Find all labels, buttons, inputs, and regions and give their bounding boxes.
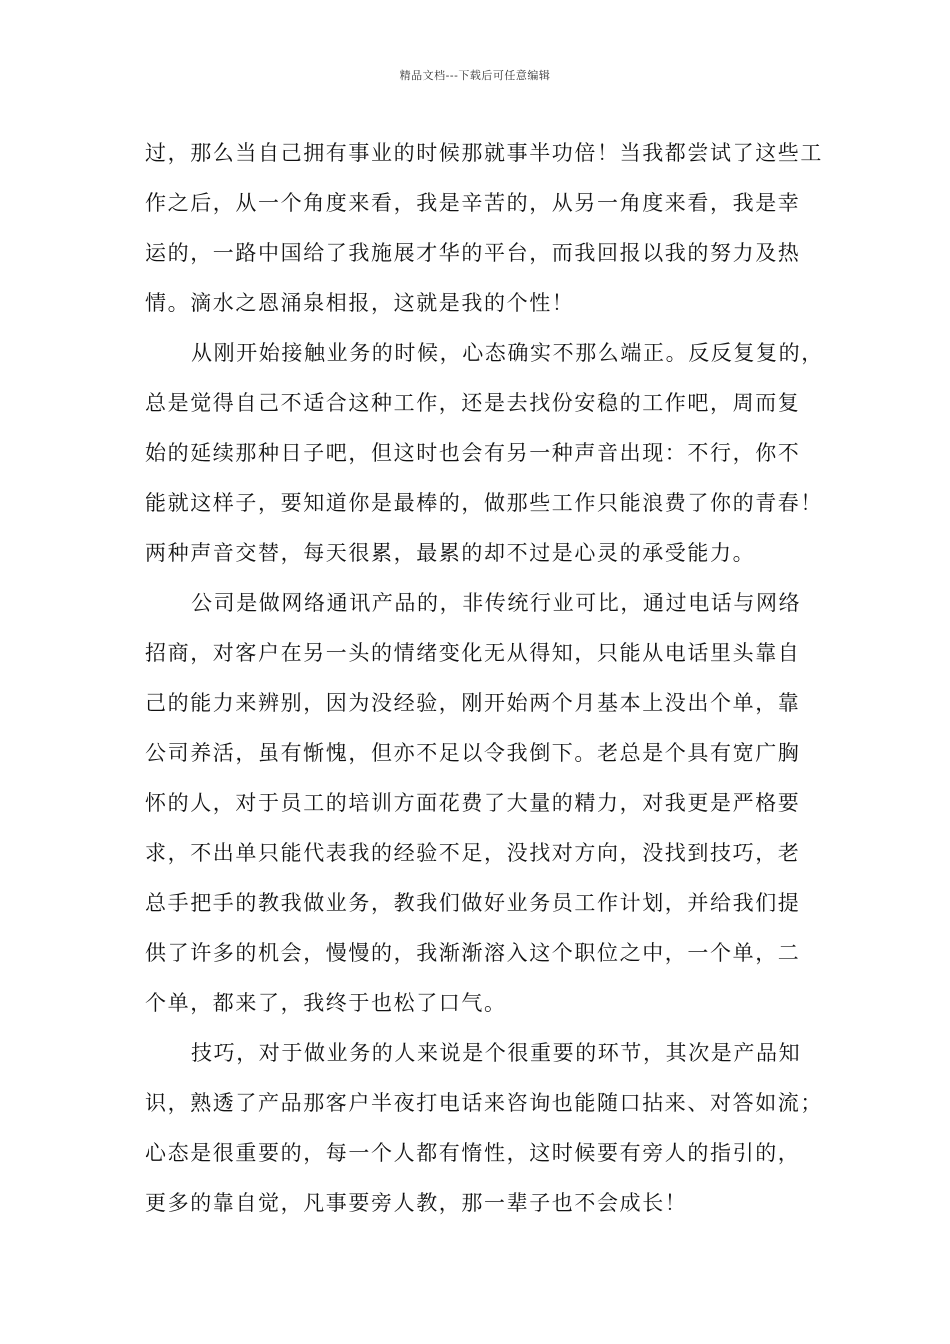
text-line: 更多的靠自觉，凡事要旁人教，那一辈子也不会成长！ [145,1191,688,1215]
page-header: 精品文档---下载后可任意编辑 [399,69,551,82]
text-line: 从刚开始接触业务的时候，心态确实不那么端正。反反复复的， [191,341,824,365]
paragraph [145,328,824,578]
text-line: 个单，都来了，我终于也松了口气。 [145,991,507,1015]
text-line: 招商，对客户在另一头的情绪变化无从得知，只能从电话里头靠自 [145,641,801,665]
text-line: 技巧，对于做业务的人来说是个很重要的环节，其次是产品知 [191,1041,802,1065]
paragraph [145,578,805,1028]
text-line: 公司是做网络通讯产品的，非传统行业可比，通过电话与网络 [191,591,802,615]
text-line: 运的，一路中国给了我施展才华的平台，而我回报以我的努力及热 [145,241,801,265]
text-line: 公司养活，虽有惭愧，但亦不足以令我倒下。老总是个具有宽广胸 [145,741,801,765]
text-line: 求，不出单只能代表我的经验不足，没找对方向，没找到技巧，老 [145,841,801,865]
text-line: 识，熟透了产品那客户半夜打电话来咨询也能随口拈来、对答如流； [145,1091,823,1115]
text-line: 作之后，从一个角度来看，我是辛苦的，从另一角度来看，我是幸 [145,191,801,215]
text-line: 心态是很重要的，每一个人都有惰性，这时候要有旁人的指引的， [145,1141,801,1165]
text-line: 两种声音交替，每天很累，最累的却不过是心灵的承受能力。 [145,541,756,565]
text-line: 怀的人，对于员工的培训方面花费了大量的精力，对我更是严格要 [145,791,801,815]
text-line: 己的能力来辨别，因为没经验，刚开始两个月基本上没出个单，靠 [145,691,801,715]
paragraph [145,1028,823,1228]
text-line: 情。滴水之恩涌泉相报，这就是我的个性！ [145,291,575,315]
text-line: 总是觉得自己不适合这种工作，还是去找份安稳的工作吧，周而复 [145,391,801,415]
text-line: 始的延续那种日子吧，但这时也会有另一种声音出现：不行，你不 [145,441,801,465]
text-line: 过，那么当自己拥有事业的时候那就事半功倍！当我都尝试了这些工 [145,141,823,165]
text-line: 供了许多的机会，慢慢的，我渐渐溶入这个职位之中，一个单，二 [145,941,801,965]
paragraph [145,128,823,328]
document-body [145,128,824,1228]
text-line: 总手把手的教我做业务，教我们做好业务员工作计划，并给我们提 [145,891,801,915]
text-line: 能就这样子，要知道你是最棒的，做那些工作只能浪费了你的青春！ [145,491,823,515]
